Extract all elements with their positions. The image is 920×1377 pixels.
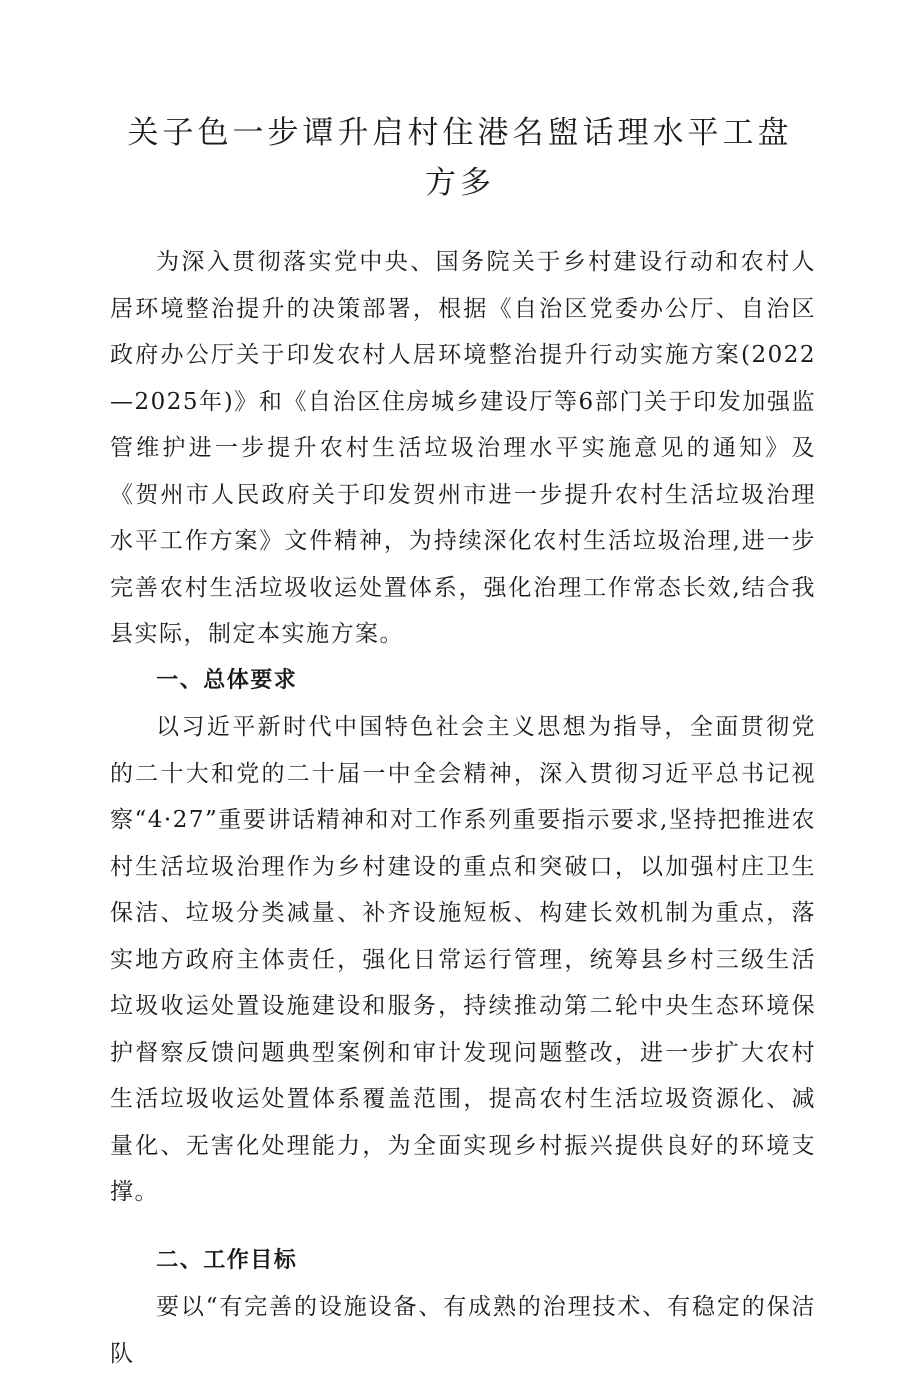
document-body <box>110 239 816 1377</box>
section-heading-general-requirements: 一、总体要求 <box>156 667 298 693</box>
document-title: 关子色一步谭升启村住港名盥话理水平工盘方多 <box>127 115 793 201</box>
work-goals-paragraph: 要以“有完善的设施设备、有成熟的治理技术、有稳定的保洁队 <box>110 1294 816 1367</box>
general-requirements-paragraph: 以习近平新时代中国特色社会主义思想为指导，全面贯彻党的二十大和党的二十届一中全会精神，深入贯彻习近平总书记视察“4·27”重要讲话精神和对工作系列重要指示要求,坚持把推进农村生活垃圾治理作为乡村建设的重点和突破口，以加强村庄卫生保洁、垃圾分类减量、补齐设施短板、构建长效机制为重点，落实地方政府主体责任，强化日常运行管理，统筹县乡村三级生活垃圾收运处置设施建设和服务，持续推动第二轮中央生态环境保护督察反馈问题典型案例和审计发现问题整改，进一步扩大农村生活垃圾收运处置体系覆盖范围，提高农村生活垃圾资源化、减量化、无害化处理能力，为全面实现乡村振兴提供良好的环境支撑。 <box>110 714 816 1205</box>
intro-paragraph: 为深入贯彻落实党中央、国务院关于乡村建设行动和农村人居环境整治提升的决策部署，根据《自治区党委办公厅、自治区政府办公厅关于印发农村人居环境整治提升行动实施方案(2022—2025年)》和《自治区住房城乡建设厅等6部门关于印发加强监管维护进一步提升农村生活垃圾治理水平实施意见的通知》及《贺州市人民政府关于印发贺州市进一步提升农村生活垃圾治理水平工作方案》文件精神，为持续深化农村生活垃圾治理,进一步完善农村生活垃圾收运处置体系，强化治理工作常态长效,结合我县实际，制定本实施方案。 <box>110 249 816 647</box>
section-heading-work-goals: 二、工作目标 <box>156 1247 298 1273</box>
section-spacer <box>110 1216 816 1238</box>
